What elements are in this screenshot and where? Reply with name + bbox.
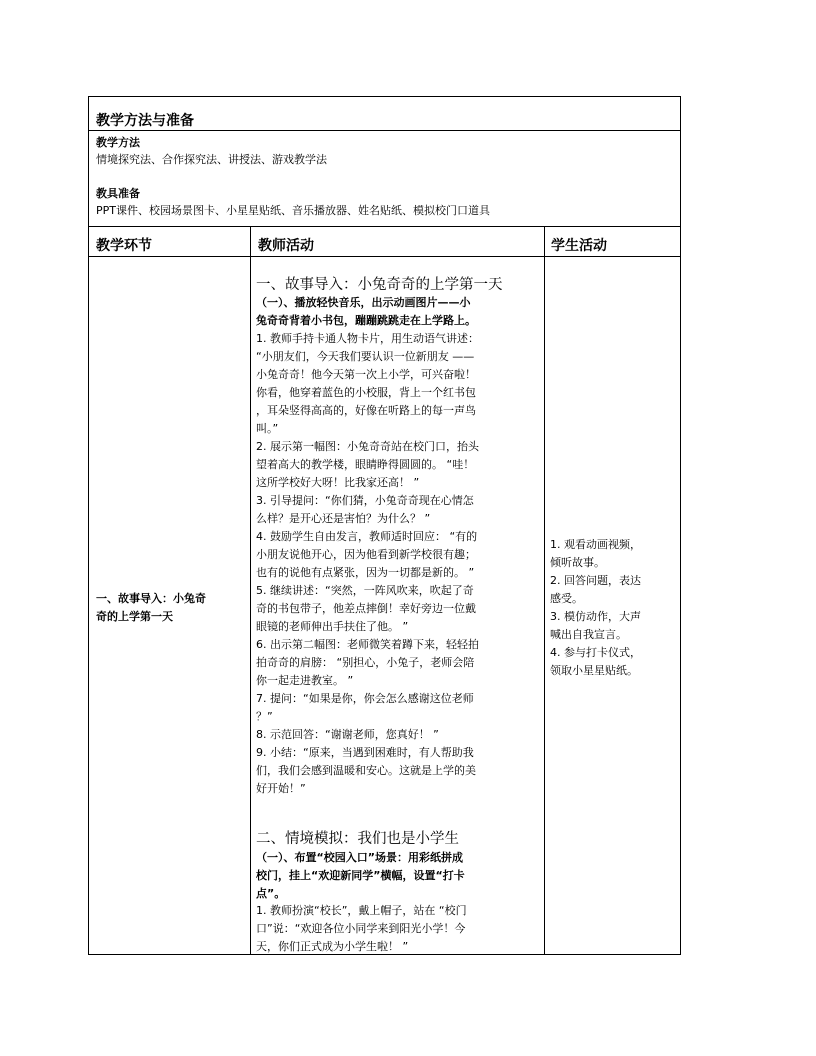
text-line: 7. 提问：“如果是你，你会怎么感谢这位老师 (256, 692, 474, 705)
text-line: 望着高大的教学楼，眼睛睁得圆圆的。 “哇！ (256, 458, 475, 471)
text-line: 口”说：“欢迎各位小同学来到阳光小学！今 (256, 922, 466, 935)
column-divider (544, 226, 545, 954)
text-line: 么样？是开心还是害怕？为什么？ ” (256, 512, 431, 525)
text-line: 校门，挂上“欢迎新同学”横幅，设置“打卡 (256, 869, 465, 882)
text-line: ？” (256, 710, 273, 723)
tools-text: PPT课件、校园场景图卡、小星星贴纸、音乐播放器、姓名贴纸、模拟校门口道具 (96, 204, 490, 217)
student-line: 4. 参与打卡仪式， (550, 646, 641, 659)
text-line: 4. 鼓励学生自由发言，教师适时回应： “有的 (256, 530, 478, 543)
text-line: 你看，他穿着蓝色的小校服，背上一个红书包 (256, 386, 476, 399)
divider (88, 256, 680, 257)
student-line: 喊出自我宣言。 (550, 628, 627, 641)
teacher-subheading-1 (256, 294, 476, 330)
text-line: 天，你们正式成为小学生啦！ ” (256, 940, 409, 953)
section-title: 教学方法与准备 (96, 113, 194, 129)
text-line: 奇的书包带子，他差点摔倒！幸好旁边一位戴 (256, 602, 476, 615)
text-line: 3. 引导提问：“你们猜，小兔奇奇现在心情怎 (256, 494, 474, 507)
student-cell (550, 536, 641, 680)
header-student: 学生活动 (551, 238, 607, 254)
teacher-body-1 (256, 330, 479, 798)
text-line: 叫。” (256, 422, 279, 435)
text-line: 2. 展示第一幅图：小兔奇奇站在校门口，抬头 (256, 440, 479, 453)
text-line: 小兔奇奇！他今天第一次上小学，可兴奋啦！ (256, 368, 476, 381)
text-line: 兔奇奇背着小书包，蹦蹦跳跳走在上学路上。 (256, 314, 476, 327)
teacher-body-2 (256, 902, 467, 956)
divider (88, 130, 680, 131)
text-line: 好开始！” (256, 782, 306, 795)
text-line: 拍奇奇的肩膀： “别担心，小兔子，老师会陪 (256, 656, 475, 669)
teacher-heading-2: 二、情境模拟：我们也是小学生 (256, 831, 459, 847)
methods-label: 教学方法 (96, 136, 140, 149)
document-page (88, 96, 680, 954)
student-line: 感受。 (550, 592, 583, 605)
student-line: 3. 模仿动作，大声 (550, 610, 641, 623)
student-line: 领取小星星贴纸。 (550, 664, 638, 677)
text-line: ，耳朵竖得高高的，好像在听路上的每一声鸟 (256, 404, 476, 417)
student-line: 2. 回答问题，表达 (550, 574, 641, 587)
student-line: 倾听故事。 (550, 556, 605, 569)
teacher-subheading-2 (256, 849, 465, 903)
text-line: 6. 出示第二幅图：老师微笑着蹲下来，轻轻拍 (256, 638, 479, 651)
stage-cell (96, 590, 206, 626)
text-line: 也有的说他有点紧张，因为一切都是新的。 ” (256, 566, 475, 579)
stage-line: 奇的上学第一天 (96, 610, 173, 623)
text-line: （一）、播放轻快音乐，出示动画图片——小 (256, 296, 471, 309)
column-divider (250, 226, 251, 954)
text-line: 9. 小结：“原来，当遇到困难时，有人帮助我 (256, 746, 474, 759)
teacher-heading-1: 一、故事导入：小兔奇奇的上学第一天 (256, 277, 503, 293)
text-line: 你一起走进教室。 ” (256, 674, 354, 687)
tools-label: 教具准备 (96, 187, 140, 200)
stage-line: 一、故事导入：小兔奇 (96, 592, 206, 605)
text-line: 1. 教师手持卡通人物卡片，用生动语气讲述： (256, 332, 479, 345)
text-line: （一）、布置“校园入口”场景：用彩纸拼成 (256, 851, 463, 864)
text-line: “小朋友们，今天我们要认识一位新朋友 —— (256, 350, 475, 363)
methods-text: 情境探究法、合作探究法、讲授法、游戏教学法 (96, 153, 327, 166)
header-teacher: 教师活动 (258, 238, 314, 254)
text-line: 们，我们会感到温暖和安心。这就是上学的美 (256, 764, 476, 777)
text-line: 眼镜的老师伸出手扶住了他。 ” (256, 620, 409, 633)
student-line: 1. 观看动画视频， (550, 538, 641, 551)
header-stage: 教学环节 (96, 238, 152, 254)
text-line: 点”。 (256, 887, 286, 900)
text-line: 小朋友说他开心，因为他看到新学校很有趣； (256, 548, 476, 561)
text-line: 这所学校好大呀！比我家还高！ ” (256, 476, 420, 489)
text-line: 5. 继续讲述：“突然，一阵风吹来，吹起了奇 (256, 584, 474, 597)
text-line: 8. 示范回答：“谢谢老师，您真好！ ” (256, 728, 439, 741)
divider (88, 226, 680, 227)
text-line: 1. 教师扮演“校长”，戴上帽子，站在 “校门 (256, 904, 467, 917)
